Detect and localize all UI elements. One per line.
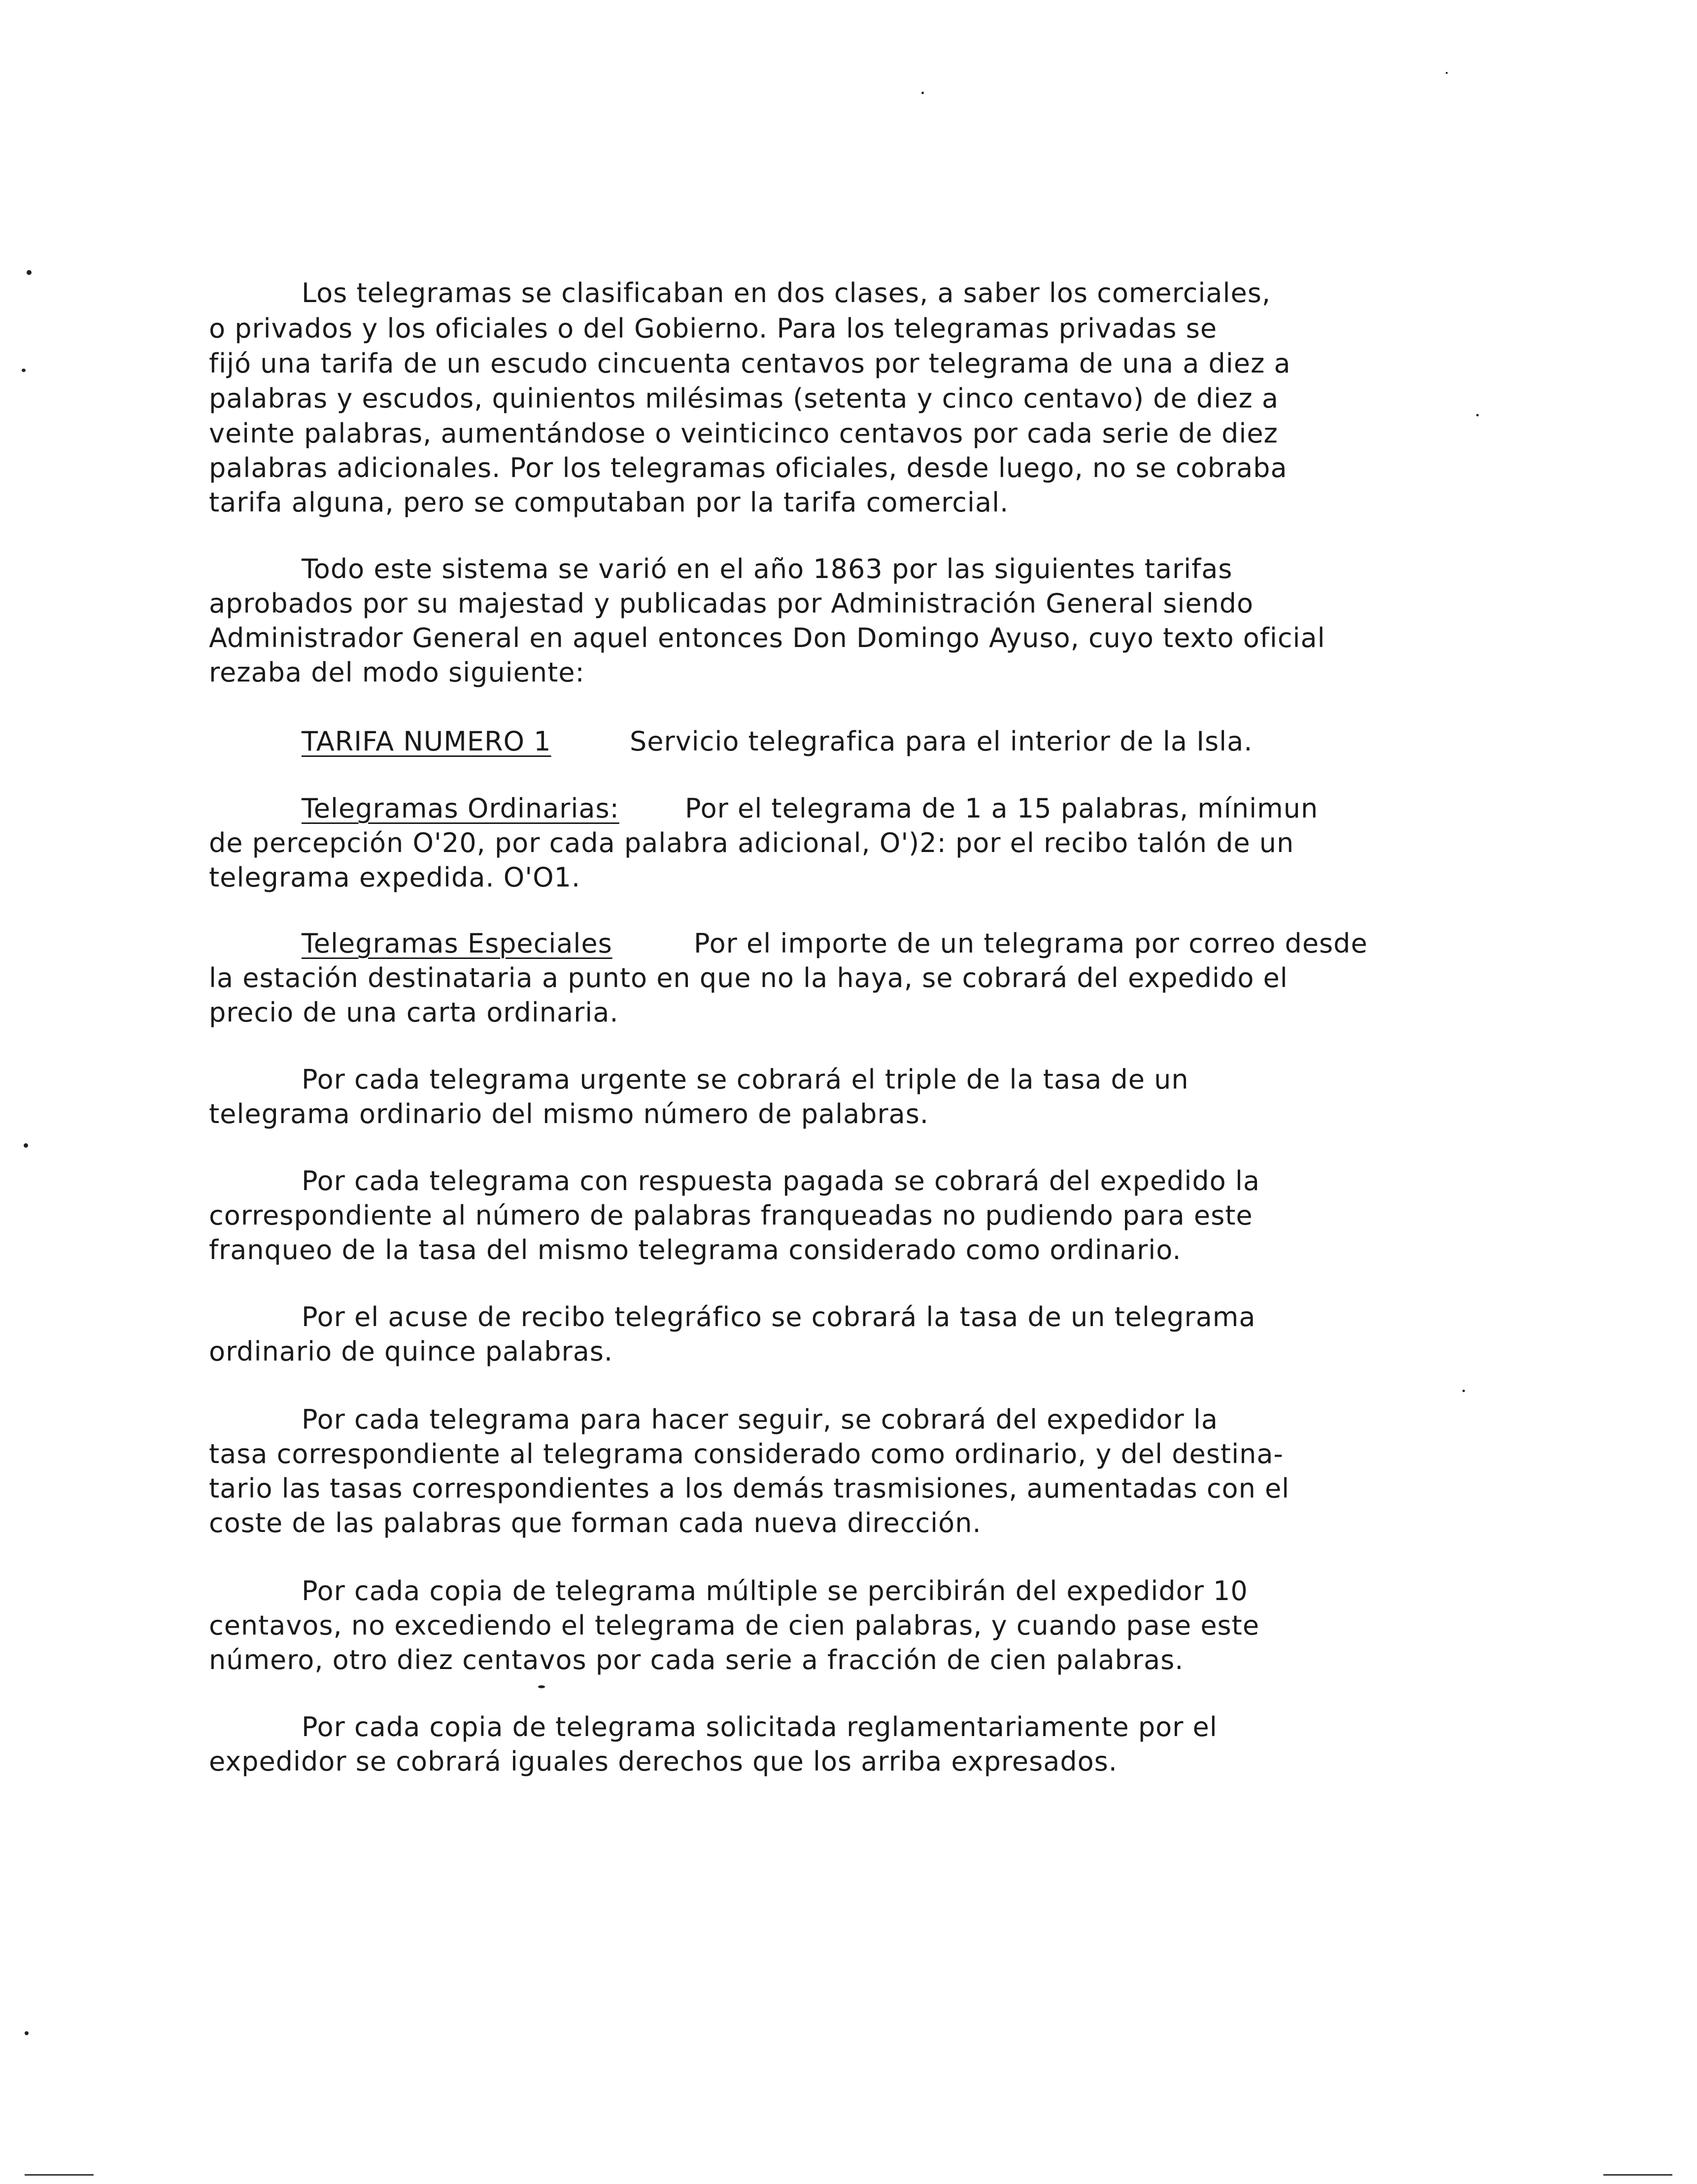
text-line: veinte palabras, aumentándose o veinticinco centavos por cada serie de diez [209,418,1278,449]
text-line: precio de una carta ordinaria. [209,997,619,1028]
text-line: Por cada copia de telegrama múltiple se percibirán del expedidor 10 [302,1575,1248,1606]
text-line: coste de las palabras que forman cada nueva dirección. [209,1507,982,1538]
text-line: telegrama ordinario del mismo número de palabras. [209,1098,929,1129]
text-line: Por cada telegrama con respuesta pagada se cobrará del expedido la [302,1165,1260,1196]
text-line: tario las tasas correspondientes a los demás trasmisiones, aumentadas con el [209,1473,1290,1504]
text-line: Por el telegrama de 1 a 15 palabras, mínimun [685,793,1319,824]
section-heading: Telegramas Especiales [302,928,612,959]
text-line: Por cada telegrama urgente se cobrará el triple de la tasa de un [302,1064,1189,1095]
scan-edge-mark [25,2174,94,2176]
scan-speck [921,92,924,94]
scan-speck [25,2031,29,2035]
text-line: franqueo de la tasa del mismo telegrama considerado como ordinario. [209,1234,1182,1265]
text-line: palabras y escudos, quinientos milésimas (setenta y cinco centavo) de diez a [209,383,1279,414]
text-line: Por cada copia de telegrama solicitada reglamentariamente por el [302,1711,1218,1742]
text-line: Por el importe de un telegrama por correo desde [694,928,1368,959]
scan-speck [1476,414,1479,416]
text-line: expedidor se cobrará iguales derechos que los arriba expresados. [209,1746,1118,1777]
text-line: rezaba del modo siguiente: [209,657,585,688]
text-line: ordinario de quince palabras. [209,1336,613,1367]
scan-speck [1462,1390,1465,1392]
scan-speck [538,1685,545,1688]
text-line: centavos, no excediendo el telegrama de cien palabras, y cuando pase este [209,1610,1260,1641]
scan-edge-mark [1603,2174,1672,2176]
text-line: Por cada telegrama para hacer seguir, se cobrará del expedidor la [302,1404,1218,1435]
section-heading: Telegramas Ordinarias: [302,793,619,824]
text-line: de percepción O'20, por cada palabra adicional, O')2: por el recibo talón de un [209,827,1294,858]
text-line: Por el acuse de recibo telegráfico se cobrará la tasa de un telegrama [302,1301,1256,1332]
text-line: palabras adicionales. Por los telegramas oficiales, desde luego, no se cobraba [209,452,1288,483]
text-line: fijó una tarifa de un escudo cincuenta centavos por telegrama de una a diez a [209,348,1291,379]
text-line: correspondiente al número de palabras franqueadas no pudiendo para este [209,1200,1253,1231]
text-line: telegrama expedida. O'O1. [209,862,581,893]
text-line: Los telegramas se clasificaban en dos clases, a saber los comerciales, [302,277,1271,308]
tariff-heading: TARIFA NUMERO 1 [302,726,551,757]
scan-speck [22,369,26,372]
text-line: tasa correspondiente al telegrama considerado como ordinario, y del destina- [209,1438,1284,1469]
scan-speck [1446,72,1448,74]
text-line: o privados y los oficiales o del Gobierno. Para los telegramas privadas se [209,313,1218,344]
text-line: aprobados por su majestad y publicadas por Administración General siendo [209,588,1254,619]
text-line: la estación destinataria a punto en que no la haya, se cobrará del expedido el [209,962,1288,993]
text-line: Todo este sistema se varió en el año 1863 por las siguientes tarifas [302,553,1233,584]
scan-speck [27,270,32,275]
text-line: tarifa alguna, pero se computaban por la tarifa comercial. [209,487,1009,518]
text-line: Servicio telegrafica para el interior de la Isla. [630,726,1253,757]
text-line: Administrador General en aquel entonces Don Domingo Ayuso, cuyo texto oficial [209,622,1325,653]
text-line: número, otro diez centavos por cada serie a fracción de cien palabras. [209,1644,1184,1675]
scan-speck [24,1143,28,1148]
